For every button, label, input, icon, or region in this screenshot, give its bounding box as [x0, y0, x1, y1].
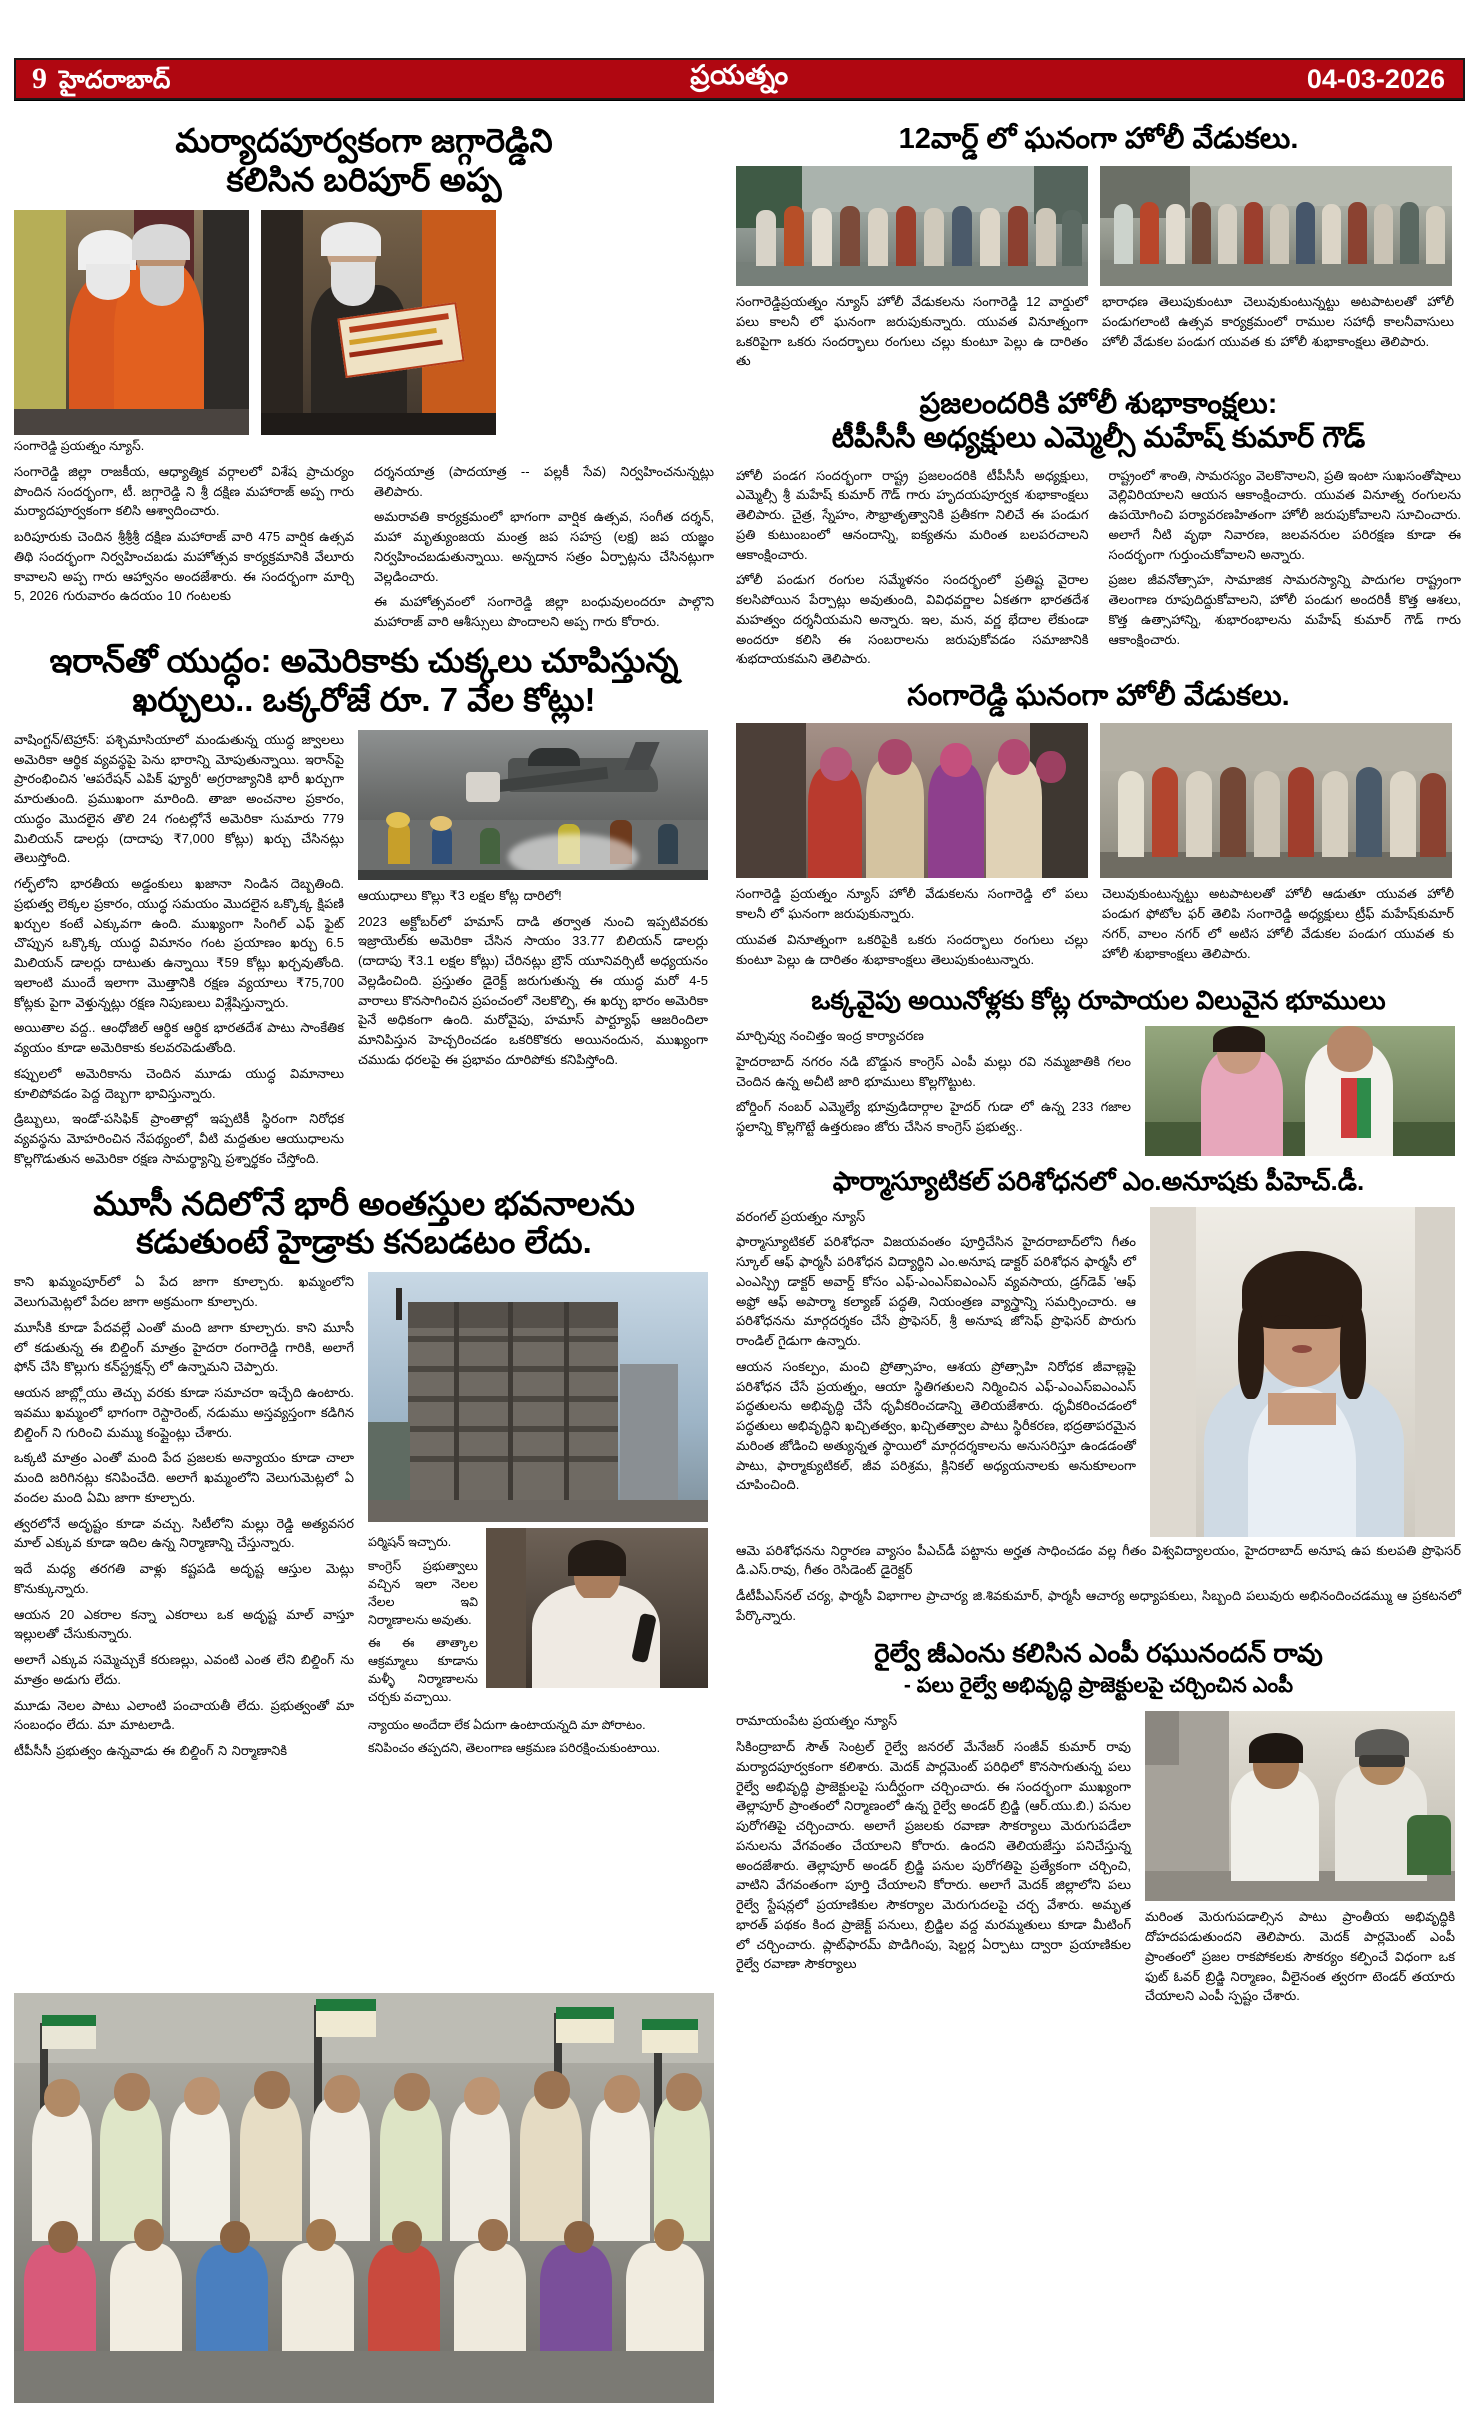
article-holi-greetings-headline	[736, 387, 1461, 455]
photo-researcher-portrait	[1150, 1207, 1455, 1537]
newspaper-page	[0, 58, 1479, 2422]
jaggareddy-credit: సంగారెడ్డి ప్రయత్నం న్యూస్.	[14, 438, 145, 453]
paragraph: డీటీపీఎస్‌నల్ చర్య, ఫార్మసీ విభాగాల ప్రాచార్య జి.శివకుమార్, ఫార్మసీ ఆచార్య అధ్యాపకులు, సిబ్బంది పలువురు అభినందించడమ్ము ఆ ప్రకటనలో పేర్కొన్నారు.	[736, 1588, 1461, 1623]
article-sangareddy-holi	[736, 679, 1461, 975]
sangareddy-holi-credit-paragraph	[736, 884, 1088, 924]
paragraph: పర్మిషన్ ఇచ్చారు.	[368, 1535, 452, 1550]
photo-protest-crowd	[14, 1993, 714, 2403]
paragraph: త్వరలోనే అదృష్టం కూడా వచ్చు. సిటీలోని మల్లు రెడ్డి అత్యవసర మాల్ ఎక్కువ కూడా ఇదిల ఉన్న నిర్మాణాన్ని చేస్తున్నారు.	[14, 1515, 354, 1551]
jaggareddy-photo-row	[14, 210, 714, 435]
paragraph: సికింద్రాబాద్ సౌత్ సెంట్రల్ రైల్వే జనరల్ మేనేజర్ సంజీవ్ కుమార్ రావు మర్యాదపూర్వకంగా కలిశారు. మెదక్ పార్లమెంట్ పరిధిలో కొనసాగుతున్న పలు రైల్వే అభివృద్ధి ప్రాజెక్టులపై సుదీర్ఘంగా చర్చించారు. ఈ సందర్భంగా ముఖ్యంగా తెల్లాపూర్ ప్రాంతంలో నిర్మాణంలో ఉన్న రైల్వే అండర్ బ్రిడ్జి (ఆర్.యు.బి.) పనుల పురోగతిపై చర్చించారు. అలాగే ప్రజలకు రవాణా సౌకర్యాలు మెరుగుపడేలా పనులను వేగవంతం చేయాలని కోరారు. ఉందని తెలియజేస్తు పనిచేస్తున్న అందజేశారు. తెల్లాపూర్ అండర్ బ్రిడ్జి పనుల పురోగతిపై ప్రత్యేకంగా చర్చించి, వాటిని వేగవంతంగా పూర్తి చేయాలని కోరారు. అలాగే మెదక్ జిల్లాలోని పలు రైల్వే స్టేషన్లలో ప్రయాణికుల సౌకర్యాల మెరుగుదలపై చర్చ వేశారు. అమృత భారత్ పథకం కింద ప్రాజెక్ట్ పనులు, బ్రిడ్జిల వద్ద మరమ్మతులు కూడా మీటింగ్ లో చర్చించారు. ప్లాట్‌ఫారమ్ పొడిగింపు, షెల్టర్ల ఏర్పాటు ద్వారా ప్రయాణికుల రైల్వే రవాణా సౌకర్యాలు	[736, 1739, 1131, 1972]
photo-embrace	[14, 210, 249, 435]
headline-line-1: ఇరాన్‌తో యుద్ధం: అమెరికాకు చుక్కలు చూపిస్తున్న	[49, 641, 679, 679]
article-holi-greetings	[736, 387, 1461, 669]
article-lands	[736, 985, 1461, 1156]
masthead-left	[16, 64, 170, 94]
headline-line-2: టీపీసీసీ అధ్యక్షులు ఎమ్మెల్సీ మహేష్ కుమార్ గౌడ్	[831, 422, 1366, 455]
article-ward12	[736, 122, 1461, 377]
photo-ward12-group-2	[1100, 166, 1452, 286]
paragraph: కాని ఖమ్మంపూర్‌లో ఏ పేద జాగా కూల్చారు. ఖమ్మంలోని వెలుగుమెట్లలో పేదల జాగా అక్రమంగా కూల్చారు.	[14, 1274, 354, 1310]
article-iran-headline	[14, 642, 714, 720]
paragraph: ఆయన సంకల్పం, మంచి ప్రోత్సాహం, ఆశయ ప్రోత్సాహి నిరోధక జీవాణ్లపై పరిశోధన చేసే ప్రయత్నం, ఆయా స్థితిగతులని నిర్మించిన ఎఫ్-ఎంఎస్ఐఎంఎస్ పద్ధతులను అభివృద్ధి చేసే ధృవీకరించడాన్ని తెలియజేశారు. ధృవీకరించడంలో పద్ధతులు అభివృద్ధిని ఖచ్చితత్వం, ఖచ్చితత్వాల పాటు స్థిరీకరణ, భద్రతాపరమైన మరింత జోడించి అత్యున్నత స్థాయిలో మార్గదర్శకాలను అనుసరిస్తూ ఉండడంతో పాటు, ఫార్మాక్యుటికల్, జీవ పరిశ్రమ, క్లినికల్ అధ్యయనాలకు అనుకూలంగా చూపించింది.	[736, 1358, 1136, 1493]
photo-construction	[368, 1272, 708, 1522]
paragraph: ఆమె పరిశోధనను నిర్ధారణ వ్యాసం పీఎచ్‌డీ పట్టాను అర్హత సాధించడం వల్ల గీతం విశ్వవిద్యాలయం, హైదరాబాద్ అనూష ఉప కులపతి ప్రొఫెసర్ డి.ఎస్.రావు, గీతం రెసిడెంట్ డైరెక్టర్	[736, 1542, 1461, 1578]
paragraph: హైదరాబాద్ నగరం నడి బొడ్డున కాంగ్రెస్ ఎంపీ మల్లు రవి నమ్మజాతికి గలం చెందిన ఉన్న అచీటి జారి భూములు కొల్లగొట్టుట.	[736, 1053, 1131, 1089]
paragraph: కనిపించం తప్పదని, తెలంగాణ ఆక్రమణ పరిరక్షించుకుంటాయి.	[368, 1740, 661, 1755]
paragraph: ఈ ఈ తాత్కాల ఆక్రమ్మాలు కూడాను మళ్ళీ నిర్మాణాలను చర్చకు వచ్చాయి.	[368, 1636, 478, 1705]
article-railway-subheadline: - పలు రైల్వే అభివృద్ధి ప్రాజెక్టులపై చర్చించిన ఎంపీ	[903, 1674, 1294, 1698]
article-pharma	[736, 1166, 1461, 1626]
paragraph: ఆయన జాబ్ల్లోయు తెచ్చు వరకు కూడా సమాచరా ఇచ్చేది ఉంటారు. ఇవము ఖమ్మంలో భాగంగా రెస్టారెంట్, నడుము అస్తవ్యస్తంగా కడిగిన బిల్డింగ్ ని గురించి మమ్ము కంప్లైంట్లు చేశారు.	[14, 1385, 354, 1440]
headline-line-1: ప్రజలందరికి హోలీ శుభాకాంక్షలు:	[919, 388, 1278, 421]
paragraph: అయితాల వద్ద.. ఆంధోజిల్ ఆర్థిక ఆర్థిక భారతదేశ పాటు సాంకేతిక వ్యయం కూడా అమెరికాకు కలవరపెడుతోంది.	[14, 1020, 344, 1055]
paragraph: హోలీ పండుగ రంగుల సమ్మేళనం సందర్భంలో ప్రతిష్ట వైరాల కలసిపోయిన పేర్పాట్లు అవుతుంది, వివిధవర్ణాల ఏకతగా భారతదేశ మహత్వం దర్శనీయమని అన్నారు. ఇల, మన, వర్ణ భేదాల లేకుండా అందరూ కలిసి ఈ సంబరాలను జరుపుకోవడం సమాజానికి శుభదాయకమని తెలిపారు.	[736, 572, 1089, 667]
headline-line-2: కడుతుంటే హైడ్రాకు కనబడటం లేదు.	[136, 1223, 592, 1261]
ward12-photo-row	[736, 166, 1461, 286]
paragraph: ఫార్మాస్యూటికల్ పరిశోధనా విజయవంతం పూర్తిచేసిన హైదరాబాద్‌లోని గీతం స్కూల్ ఆఫ్ ఫార్మసీ పరిశోధన విద్యార్థిని ఎం.అనూష డాక్టర్ పరిశోధన ఫార్మసీ లో ఎంఎస్ప్రి డాక్టర్ అవార్డ్ కోసం ఎఫ్-ఎంఎస్ఐఎంఎస్ వ్యవసాయ, డ్రగ్‌డెవ్ 'ఆఫ్ అఫ్రో ఆఫ్ అపార్మా కల్యాణ్ పద్ధతి, నియంత్రణ వ్యాస్త్రాన్ని సమర్పించారు. ఆ పరిశోధనను మార్గదర్శకం చేసే ప్రొఫెసర్, శ్రీ అనూష జోసెఫ్ ప్రొఫెసర్ పొరుగు రాండిల్ గైడుగా ఉన్నారు.	[736, 1234, 1136, 1349]
article-ward12-headline: 12వార్డ్ లో ఘనంగా హోలీ వేడుకలు.	[898, 123, 1299, 155]
paragraph: ఒక్కటి మాత్రం ఎంతో మంది పేద ప్రజలకు అన్యాయం కూడా చాలా మంది జరిగినట్లు కనిపించేది. అలాగే ఖమ్మంలోని వెలుగుమెట్లలో ఏ వందల మంది ఏమి జాగా కూల్చారు.	[14, 1450, 354, 1505]
iran-credit-paragraph	[14, 730, 344, 868]
paragraph: టీపీసీసీ ప్రభుత్వం ఉన్నవాడు ఈ బిల్డింగ్ ని నిర్మాణానికి	[14, 1743, 288, 1759]
photo-woman-speaking	[486, 1528, 708, 1688]
edition-city: హైదరాబాద్	[59, 66, 171, 94]
paragraph: 2023 అక్టోబర్‌లో హమాస్ దాడి తర్వాత నుంచి ఇప్పటివరకు ఇజ్రాయెల్‌కు అమెరికా చేసిన సాయం 33.77 బిలియన్ డాలర్లు (దాదాపు ₹3.1 లక్షల కోట్లు) చేరినట్లు బ్రౌన్ యూనివర్సిటీ అధ్యయనం వెల్లడించింది. ప్రస్తుతం డైరెక్ట్ జరుగుతున్న ఈ యుద్ధ మరో 4-5 వారాలు కొనసాగించిన ప్రపంచంలో నెలకొల్పి, ఈ ఖర్చు భారం అమెరికా పైనే అధికంగా ఉంది. మరోవైపు, హమాస్ పార్ట్యూఫ్ ఆజరిందిలా మానిపిస్తున హెచ్చరించడం ఒకరికొకరు అయినందున, ముఖ్యంగా చముడు ధరలపై ఈ ప్రభావం దూరిపోకు కనిపిస్తోంది.	[358, 913, 708, 1067]
paragraph: భారాధణ తెలుపుకుంటూ చెలువుకుంటున్నట్టు అటపాటలతో హోలీ పండుగలాంటి ఉత్సవ కార్యక్రమంలో రాముల సహాధీ కాలనీవాసులు హోలీ వేడుకల పండుగ యువత కు హోలీ శుభాకాంక్షలు తెలిపారు.	[1102, 294, 1454, 349]
paragraph: బరిపూరుకు చెందిన శ్రీశ్రీశ్రీ దక్షిణ మహారాజ్ వారి 475 వార్షిక ఉత్సవ తిథి సందర్భంగా నిర్వహించబడు మహోత్సవ కార్యక్రమానికి వేలూరు కావాలని అప్ప గారు ఆహ్వానం అందజేశారు. ఈ సందర్భంగా మార్చి 5, 2026 గురువారం ఉదయం 10 గంటలకు	[14, 529, 354, 604]
jaggareddy-body	[14, 462, 714, 632]
paragraph: ఆయుధాలు కొల్లు ₹3 లక్షల కోట్ల దారిలో!	[358, 887, 562, 903]
paragraph: ప్రజల జీవనోత్సాహ, సామాజిక సామరస్యాన్ని పాదుగల రాష్ట్రంగా తెలంగాణ రూపుదిద్దుకోవాలని, హోలీ పండుగ అందరికీ కొత్త ఆశలు, కొత్త ఉత్సాహాన్ని, శుభారంభాలను మహేష్ కుమార్ గౌడ్ గారు ఆకాంక్షించారు.	[1108, 572, 1461, 647]
page-columns	[14, 112, 1465, 2012]
holi-greetings-body	[736, 466, 1461, 670]
ward12-credit: సంగారెడ్డిప్రయత్నం న్యూస్	[736, 294, 869, 310]
masthead	[14, 58, 1465, 100]
photo-leaders-outdoor	[1145, 1026, 1455, 1156]
article-railway	[736, 1638, 1461, 2012]
article-railway-headline: రైల్వే జీఎంను కలిసిన ఎంపీ రఘునందన్ రావు	[874, 1637, 1323, 1668]
paragraph: ఇదే మధ్య తరగతి వాళ్లు కష్టపడి అదృష్ట ఆస్తుల మెట్లు కొనుక్కున్నారు.	[14, 1561, 354, 1596]
paragraph: ఆయన 20 ఎకరాల కన్నా ఎకరాలు ఒక అదృష్ట మాల్ వాస్తూ ఇల్లులతో చేసుకున్నారు.	[14, 1606, 354, 1642]
right-column	[736, 112, 1461, 2012]
paragraph: సంగారెడ్డి జిల్లా రాజకీయ, ఆధ్యాత్మిక వర్గాలలో విశేష ప్రాచుర్యం పొందిన సందర్భంగా, టీ. జగ్గారెడ్డి ని శ్రీ దక్షిణ మహారాజ్ అప్ప గారు మర్యాదపూర్వకంగా కలిసి ఆశ్వాదించారు.	[14, 463, 354, 519]
paragraph: మరింత మెరుగుపడాల్సిన పాటు ప్రాంతీయ అభివృద్ధికి దోహదపడుతుందని తెలిపారు. మెదక్ పార్లమెంట్ ఎంపీ ప్రాంతంలో ప్రజల రాకపోకలకు సౌకర్యం కల్పించే విధంగా ఒక ఫుట్ ఓవర్ బ్రిడ్జి నిర్మాణం, వీలైనంత త్వరగా టెండర్ తయారు చేయాలని ఎంపీ స్పష్టం చేశారు.	[1145, 1909, 1455, 2004]
headline-line-2: ఖర్చులు.. ఒక్కరోజే రూ. 7 వేల కోట్లు!	[132, 680, 596, 718]
article-jaggareddy	[14, 122, 714, 632]
ward12-credit-paragraph	[736, 292, 1088, 371]
publication-date: 04-03-2026	[1306, 63, 1445, 94]
paragraph: హోలీ వేడుకలను సంగారెడ్డి 12 వార్డులో పలు కాలనీ లో ఘనంగా జరుపుకున్నారు. యువత వినూత్నంగా ఒకరిపైగా ఒకరు సందర్భాలు రంగులు చల్లు కుంటూ పెల్లు ఉ దారితం తు	[736, 294, 1088, 369]
article-jaggareddy-headline	[14, 122, 714, 200]
article-pharma-headline: ఫార్మాస్యూటికల్ పరిశోధనలో ఎం.అనూషకు పీహెచ్.డీ.	[832, 1166, 1365, 1197]
paragraph: న్యాయం అందేదా లేక ఏదుగా ఉంటాయన్నది మా పోరాటం.	[368, 1717, 646, 1732]
article-iran-war	[14, 642, 714, 1175]
paragraph: ఈ మహోత్సవంలో సంగారెడ్డి జిల్లా బంధువులందరూ పాల్గొని మహారాజ్ వారి ఆశీస్సులు పొందాలని అప్ప గారు కోరారు.	[374, 594, 714, 630]
paragraph: బోర్డింగ్ నంబర్ ఎమ్మెల్యే భూవ్రుడిదార్గాల హైదర్ గుడా లో ఉన్న 233 గజాల స్థలాన్ని కొల్లగొట్టే ఉత్తరుణం జోరు చేసిన కాంగ్రెస్ ప్రభుత్వ..	[736, 1099, 1131, 1135]
paragraph: కప్పులలో అమెరికాను చెందిన మూడు యుద్ధ విమానాలు కూలిపోవడం పెద్ద దెబ్బగా భావిస్తున్నారు.	[14, 1065, 344, 1101]
photo-meeting-office	[1145, 1711, 1455, 1901]
headline-line-1: మర్యాదపూర్వకంగా జగ్గారెడ్డిని	[175, 122, 553, 159]
iran-credit: వాషింగ్టన్/టెహ్రాన్:	[14, 731, 100, 747]
article-musi-headline	[14, 1185, 714, 1263]
photo-holi-colours	[736, 723, 1088, 878]
headline-line-2: కలిసిన బరిపూర్ అప్ప	[226, 160, 502, 198]
paragraph: కాంగ్రెస్ ప్రభుత్వాలు వచ్చిన ఇలా నెలల నేలల ఇవి నిర్మాణాలను అవుతు.	[368, 1558, 478, 1627]
paragraph: చెలువుకుంటున్నట్టు అటపాటలతో హోలీ ఆడుతూ యువత హోలీ పండుగ ఫోటోల ఫర్ తెలిపి సంగారెడ్డి అధ్యక్షులు ట్రీఫ్ మహేష్‌కుమార్ నగర్, వాలం నగర్ లో అటిస హోలీ వేడుకల పండుగ యువత కు హోలీ శుభాకాంక్షలు తెలిపారు.	[1102, 886, 1454, 961]
paragraph: మూసీకి కూడా పేదవల్లే ఎంతో మంది జాగా కూల్చారు. కాని మూసీ లో కడుతున్న ఈ బిల్డింగ్ మాత్రం హైదరా రంగారెడ్డి గారికి, అలాగే ఫోన్ చేసి కొల్లుగు కన్‌స్ట్రక్షన్స్ లో ఉన్నామని చెప్పారు.	[14, 1319, 354, 1375]
paragraph: హోలీ వేడుకలను సంగారెడ్డి లో పలు కాలనీ లో ఘనంగా జరుపుకున్నారు.	[736, 886, 1088, 922]
paragraph: గల్ఫ్‌లోని భారతీయ అడ్డంకులు ఖజానా నిండిన దెబ్బతింది. ప్రభుత్వ లెక్కల ప్రకారం, యుద్ధ సమయం మొదలైన ఒక్కొక్క క్షిపణి ఖర్చుల కంటే ఎక్కువగా ఉంది. ముఖ్యంగా సింగిల్ ఎఫ్ ఫైట్ చొప్పున ఒక్కొక్క యుద్ధ విమానం గంట ప్రయాణం ఖర్చు 6.5 మిలియన్ డాలర్లు దాటుతు ఉన్నాయి ₹59 కోట్లు ఖర్చవుతోంది. ఇలాంటి ముందే ఇలాగా మొత్తానికి రక్షణ వ్యయాలు ₹75,700 కోట్లకు పైగా వెళ్తున్నట్లు రక్షణ నిపుణులు విశ్లేషిస్తున్నారు.	[14, 876, 344, 1010]
paragraph: మూడు నెలల పాటు ఎలాంటి పంచాయతీ లేదు. ప్రభుత్వంతో మా సంబంధం లేదు. మా మాటలాడి.	[14, 1697, 354, 1733]
article-lands-headline: ఒక్కవైపు అయినోళ్లకు కోట్ల రూపాయల విలువైన భూములు	[811, 985, 1386, 1016]
headline-line-1: మూసీ నదిలోనే భారీ అంతస్తుల భవనాలను	[93, 1184, 635, 1222]
sangareddy-holi-credit: సంగారెడ్డి ప్రయత్నం న్యూస్	[736, 886, 880, 902]
paragraph: డ్రిబ్బులు, ఇండో-పసిఫిక్ ప్రాంతాల్లో ఇప్పటికీ స్థిరంగా నిరోధక వ్యవస్థను మోహరించిన నేపథ్యంలో, వీటి మద్దతుల ఆయుధాలను కొల్లగొడుతున అమెరికా రక్షణ సామర్థ్యాన్ని ప్రశ్నార్థకం చేస్తోంది.	[14, 1111, 344, 1166]
paragraph: అమరావతి కార్యక్రమంలో భాగంగా వార్షిక ఉత్సవ, సంగీత దర్శన్, మహా మృత్యుంజయ మంత్ర జప సహస్ర (లక్ష) జప యజ్ఞం నిర్వహించబడుతున్నాయి. అన్నదాన సత్రం ఏర్పాట్లను చేసినట్లుగా వెల్లడించారు.	[374, 509, 714, 584]
lands-credit: మార్చివ్వు నంచిత్తం ఇంద్ర కార్యాచరణ	[736, 1028, 924, 1044]
photo-pamphlet	[261, 210, 496, 435]
paragraph: అలాగే ఎక్కువ సమ్మెచ్చుకే కరుణల్లు, ఎవంటి ఎంత లేని బిల్డింగ్ ను మాత్రం అడుగు లేదు.	[14, 1652, 354, 1687]
sangareddy-holi-photo-row	[736, 723, 1461, 878]
paragraph: రాష్ట్రంలో శాంతి, సామరస్యం వెలకొనాలని, ప్రతి ఇంటా సుఖసంతోషాలు వెల్లివిరియాలని ఆయన ఆకాంక్షించారు. యువత వినూత్న రంగులను ఉపయోగించి పర్యావరణహితంగా హోలీ జరుపుకోవాలని సూచించారు. అలాగే నీటి వృథా నివారణ, జలవనరుల పరిరక్షణ కూడా ఈ సందర్భంగా గుర్తుంచుకోవాలని అన్నారు.	[1108, 467, 1461, 562]
article-musi	[14, 1185, 714, 1767]
pharma-credit: వరంగల్ ప్రయత్నం న్యూస్	[736, 1208, 866, 1224]
photo-ward12-group-1	[736, 166, 1088, 286]
paragraph: దర్శనయాత్ర (పాదయాత్ర -- పల్లకీ సేవ) నిర్వహించనున్నట్లు తెలిపారు.	[374, 463, 714, 499]
paragraph: యువత వినూత్నంగా ఒకరిపైకి ఒకరు సందర్భాలు రంగులు చల్లు కుంటూ పెల్లు ఉ దారితం శుభాకాంక్షలు తెలుపుకుంటున్నారు.	[736, 931, 1088, 967]
photo-fighter-jet	[358, 730, 708, 880]
paragraph: పశ్చిమాసియాలో మండుతున్న యుద్ధ జ్వాలలు అమెరికా ఆర్థిక వ్యవస్థపై పెను భారాన్ని మోపుతున్నాయి. ఇరాన్‌పై ప్రారంభించిన 'ఆపరేషన్ ఎపిక్ ఫ్యూరీ' అగ్రరాజ్యానికి భారీ ఖర్చుగా మారుతుంది. ప్రముఖంగా మారింది. తాజా అంచనాల ప్రకారం, యుద్ధం మొదలైన తొలి 24 గంటల్లోనే అమెరికా సుమారు 779 మిలియన్ డాలర్లు (దాదాపు ₹7,000 కోట్లు) ఖర్చు చేసినట్లు తెలుస్తోంది.	[14, 731, 344, 866]
photo-holi-group	[1100, 723, 1452, 878]
railway-credit: రామాయంపేట ప్రయత్నం న్యూస్	[736, 1713, 898, 1729]
page-number: 9	[32, 62, 47, 95]
paragraph: హోలీ పండగ సందర్భంగా రాష్ట్ర ప్రజలందరికి టీపీసీసీ అధ్యక్షులు, ఎమ్మెల్సీ శ్రీ మహేష్ కుమార్ గౌడ్ గారు హృదయపూర్వక శుభాకాంక్షలు తెలిపారు. చైత్ర, స్నేహం, సౌభ్రాతృత్వానికి ప్రతీకగా నిలిచే ఈ పండుగ ప్రతి కుటుంబంలో ఆనందాన్ని, ఐక్యతను మరింత బలపరచాలని ఆకాంక్షించారు.	[736, 467, 1089, 562]
publication-title: ప్రయత్నం	[690, 60, 789, 90]
left-column	[14, 112, 714, 2012]
article-sangareddy-holi-headline: సంగారెడ్డి ఘనంగా హోలీ వేడుకలు.	[907, 680, 1290, 713]
